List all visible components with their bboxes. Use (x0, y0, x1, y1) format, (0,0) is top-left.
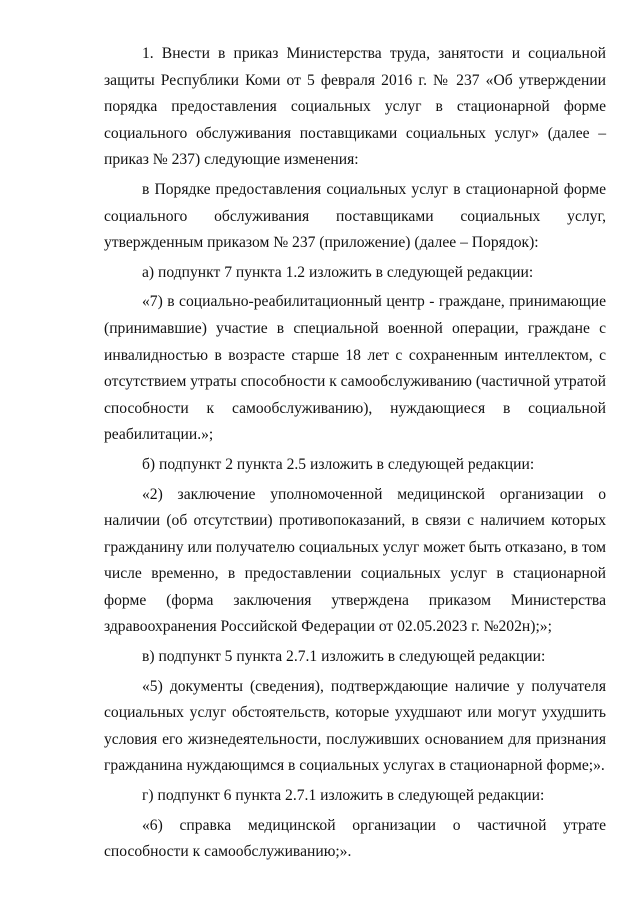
paragraph-item-b: б) подпункт 2 пункта 2.5 изложить в следующей редакции: (142, 455, 535, 473)
paragraph-item-b-text: «2) заключение уполномоченной медицинской организации о наличии (об отсутствии) противопоказаний, в связи с наличием которых гражданину или получателю социальных услуг может быть отказано, в том числе временно, в предоставлении социальных услуг в стационарной форме (форма заключения утверждена приказом Министерства здравоохранения Российской Федерации от 02.05.2023 г. №202н);»; (104, 485, 606, 636)
paragraph-amendment-intro: 1. Внести в приказ Министерства труда, занятости и социальной защиты Республики Коми от 5 февраля 2016 г. № 237 «Об утверждении порядка предоставления социальных услуг в стационарной форме социального обслуживания поставщиками социальных услуг» (далее – приказ № 237) следующие изменения: (104, 45, 606, 169)
paragraph-item-d: г) подпункт 6 пункта 2.7.1 изложить в следующей редакции: (142, 787, 545, 805)
paragraph-item-c-text: «5) документы (сведения), подтверждающие наличие у получателя социальных услуг обстоятельств, которые ухудшают или могут ухудшить условия его жизнедеятельности, послуживших основанием для признания гражданина нуждающимся в социальных услугах в стационарной форме;». (104, 677, 606, 775)
paragraph-item-d-text: «6) справка медицинской организации о частичной утрате способности к самообслуживанию;». (104, 816, 606, 861)
paragraph-item-a: а) подпункт 7 пункта 1.2 изложить в следующей редакции: (142, 263, 534, 281)
paragraph-item-c: в) подпункт 5 пункта 2.7.1 изложить в следующей редакции: (142, 648, 546, 666)
paragraph-procedure-changes: в Порядке предоставления социальных услуг в стационарной форме социального обслуживания поставщиками социальных услуг, утвержденным приказом № 237 (приложение) (далее – Порядок): (104, 180, 606, 252)
document-body (104, 41, 606, 866)
paragraph-item-a-text: «7) в социально-реабилитационный центр - граждане, принимающие (принимавшие) участие в специальной военной операции, граждане с инвалидностью в возрасте старше 18 лет с сохраненным интеллектом, с отсутствием утраты способности к самообслуживанию (частичной утратой способности к самообслуживанию), нуждающиеся в социальной реабилитации.»; (104, 293, 606, 444)
